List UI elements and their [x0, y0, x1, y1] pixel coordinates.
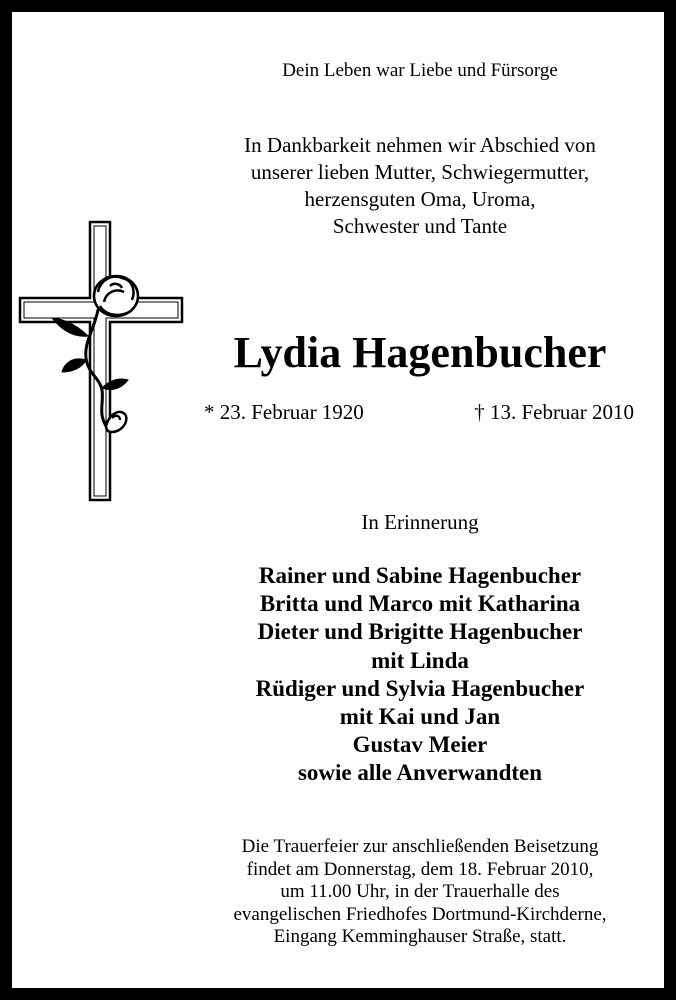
service-line: findet am Donnerstag, dem 18. Februar 2010,	[246, 858, 594, 880]
intro-text	[200, 132, 640, 240]
intro-line: herzensguten Oma, Uroma,	[304, 187, 536, 211]
mourner-line: sowie alle Anverwandten	[297, 760, 543, 786]
death-date: † 13. Februar 2010	[474, 400, 634, 424]
mourner-line: Gustav Meier	[352, 732, 488, 758]
intro-line: Schwester und Tante	[332, 214, 508, 238]
mourner-line: Dieter und Brigitte Hagenbucher	[257, 619, 583, 645]
mourner-line: Rainer und Sabine Hagenbucher	[258, 563, 582, 588]
mourner-line: mit Linda	[371, 647, 469, 673]
funeral-service-info	[180, 836, 660, 949]
service-line: um 11.00 Uhr, in der Trauerhalle des	[280, 881, 560, 903]
cross-with-rose-icon	[14, 218, 190, 508]
mourner-line: Britta und Marco mit Katharina	[259, 591, 581, 617]
intro-line: unserer lieben Mutter, Schwiegermutter,	[250, 160, 590, 184]
mourners-list	[180, 562, 660, 788]
service-line: Eingang Kemminghauser Straße, statt.	[273, 926, 567, 948]
service-line: evangelischen Friedhofes Dortmund-Kirchderne,	[233, 903, 607, 925]
birth-date: * 23. Februar 1920	[204, 400, 364, 424]
mourner-line: mit Kai und Jan	[339, 704, 501, 730]
service-line: Die Trauerfeier zur anschließenden Beisetzung	[241, 836, 599, 857]
motto: Dein Leben war Liebe und Fürsorge	[282, 60, 558, 81]
deceased-name: Lydia Hagenbucher	[233, 328, 607, 377]
mourner-line: Rüdiger und Sylvia Hagenbucher	[255, 675, 585, 701]
intro-line: In Dankbarkeit nehmen wir Abschied von	[244, 133, 596, 157]
memory-heading: In Erinnerung	[361, 510, 479, 534]
